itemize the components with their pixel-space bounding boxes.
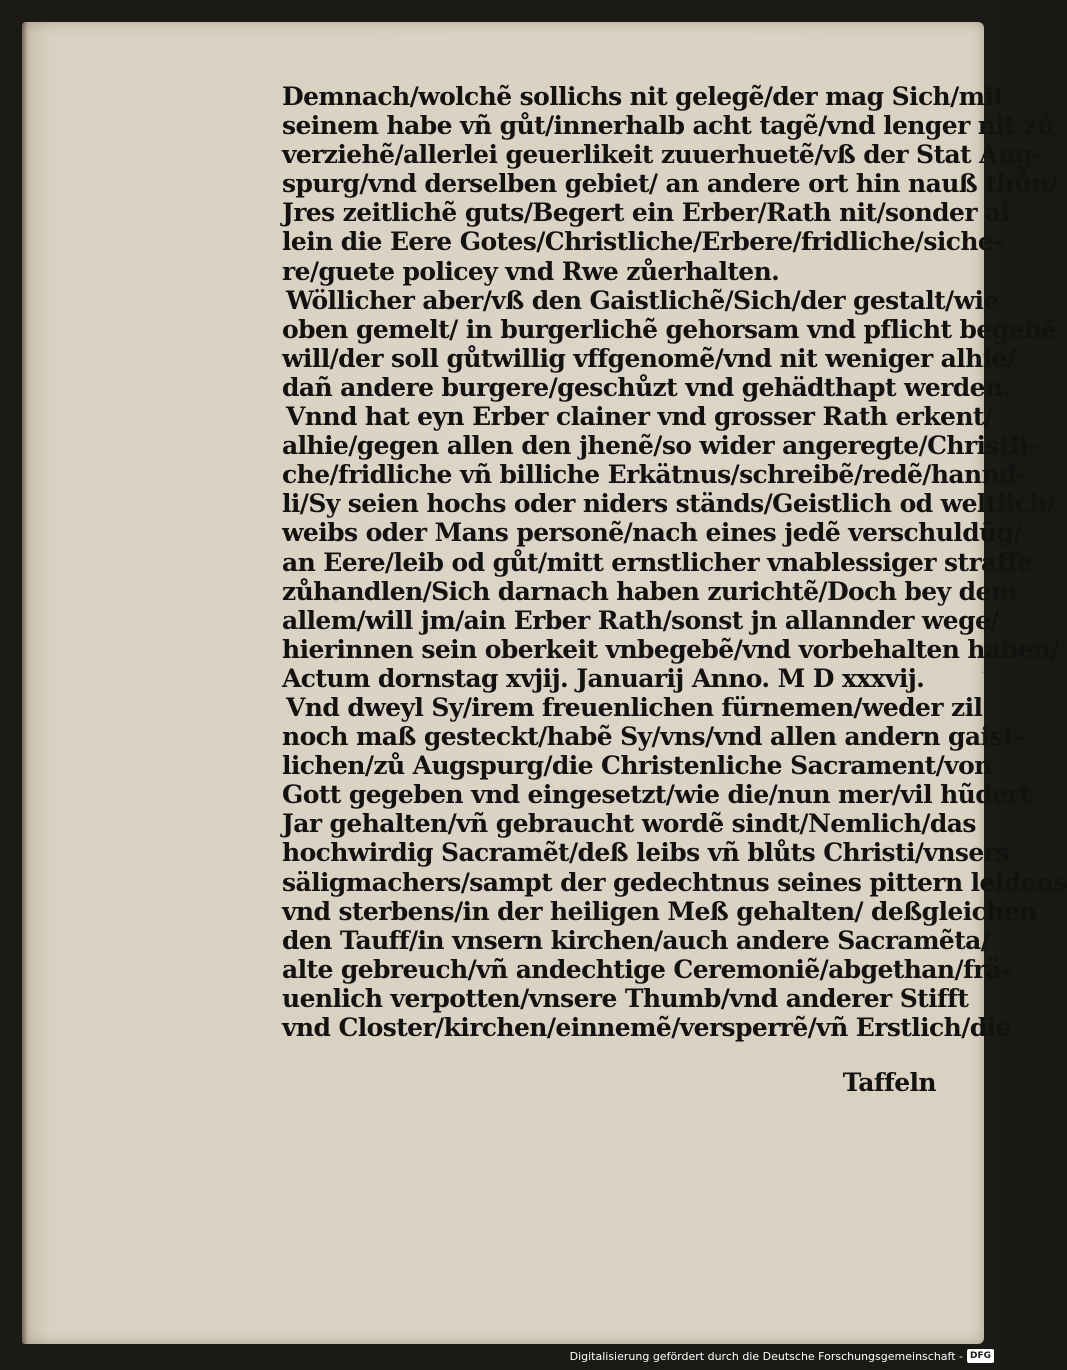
text-line-16: weibs oder Mans personẽ/nach eines jedẽ verschuldũg/ [282, 518, 1023, 548]
text-line-26: Jar gehalten/vñ gebraucht wordẽ sindt/Nemlich/das [282, 809, 976, 839]
text-line-25: Gott gegeben vnd eingesetzt/wie die/nun mer/vil hũdert [282, 780, 1031, 810]
page-text-block [282, 82, 1067, 1042]
text-line-8: Wöllicher aber/vß den Gaistlichẽ/Sich/der gestalt/wie [286, 285, 999, 315]
text-line-21: Actum dornstag xvjij. Januarij Anno. M D xxxvij. [282, 663, 925, 693]
credit-text: Digitalisierung gefördert durch die Deutsche Forschungsgemeinschaft - [569, 1349, 963, 1363]
text-line-28: säligmachers/sampt der gedechtnus seines pittern leidens [282, 867, 1067, 897]
text-line-9: oben gemelt/ in burgerlichẽ gehorsam vnd pflicht begebẽ [282, 314, 1057, 344]
text-line-7: re/guete policey vnd Rwe zůerhalten. [282, 256, 780, 286]
dfg-logo: DFG [967, 1349, 994, 1363]
text-line-18: zůhandlen/Sich darnach haben zurichtẽ/Doch bey dem [282, 576, 1017, 606]
text-line-20: hierinnen sein oberkeit vnbegebẽ/vnd vorbehalten haben/ [282, 634, 1059, 664]
text-line-3: verziehẽ/allerlei geuerlikeit zuuerhuetẽ/vß der Stat Aug‑ [282, 140, 1043, 170]
page-gutter-shadow [22, 22, 28, 1344]
text-line-5: Jres zeitlichẽ guts/Begert ein Erber/Rath nit/sonder al [282, 198, 1010, 228]
text-line-15: li/Sy seien hochs oder niders ständs/Geistlich od weltlich/ [282, 489, 1056, 519]
text-line-17: an Eere/leib od gůt/mitt ernstlicher vnablessiger straffe [282, 547, 1033, 577]
text-line-12: Vnnd hat eyn Erber clainer vnd grosser Rath erkent/ [286, 402, 993, 432]
text-line-1: Demnach/wolchẽ sollichs nit gelegẽ/der mag Sich/mit [282, 82, 1005, 111]
text-line-24: lichen/zů Augspurg/die Christenliche Sacrament/von [282, 751, 992, 781]
catchword: Taffeln [842, 1068, 936, 1097]
text-line-32: uenlich verpotten/vnsere Thumb/vnd anderer Stifft [282, 983, 969, 1013]
text-line-22: Vnd dweyl Sy/irem freuenlichen fürnemen/weder zil [286, 692, 983, 722]
margin-mark: · [981, 668, 985, 679]
text-line-6: lein die Eere Gotes/Christliche/Erbere/fridliche/siche‑ [282, 227, 1003, 257]
text-line-2: seinem habe vñ gůt/innerhalb acht tagẽ/vnd lenger nit zů [282, 111, 1055, 141]
text-line-13: alhie/gegen allen den jhenẽ/so wider angeregte/Christli‑ [282, 431, 1038, 461]
text-line-33: vnd Closter/kirchen/einnemẽ/versperrẽ/vñ Erstlich/die [282, 1013, 1011, 1042]
digitization-credit [570, 1348, 994, 1364]
text-line-14: che/fridliche vñ billiche Erkätnus/schreibẽ/redẽ/hannd‑ [282, 460, 1026, 490]
text-line-4: spurg/vnd derselben gebiet/ an andere ort hin nauß thůn/ [282, 169, 1058, 199]
text-line-31: alte gebreuch/vñ andechtige Ceremoniẽ/abgethan/frä‑ [282, 954, 1012, 984]
text-line-27: hochwirdig Sacramẽt/deß leibs vñ blůts Christi/vnsers [282, 838, 1010, 868]
text-line-19: allem/will jm/ain Erber Rath/sonst jn allannder wege/ [282, 605, 999, 635]
text-line-29: vnd sterbens/in der heiligen Meß gehalten/ deßgleichen [282, 896, 1037, 926]
text-line-10: will/der soll gůtwillig vffgenomẽ/vnd nit weniger alhie/ [282, 343, 1016, 373]
text-line-30: den Tauff/in vnsern kirchen/auch andere Sacramẽta/ [282, 925, 990, 955]
text-line-11: dañ andere burgere/geschůzt vnd gehädthapt werden. [282, 372, 1011, 402]
text-line-23: noch maß gesteckt/habẽ Sy/vns/vnd allen andern gaist‑ [282, 722, 1024, 752]
